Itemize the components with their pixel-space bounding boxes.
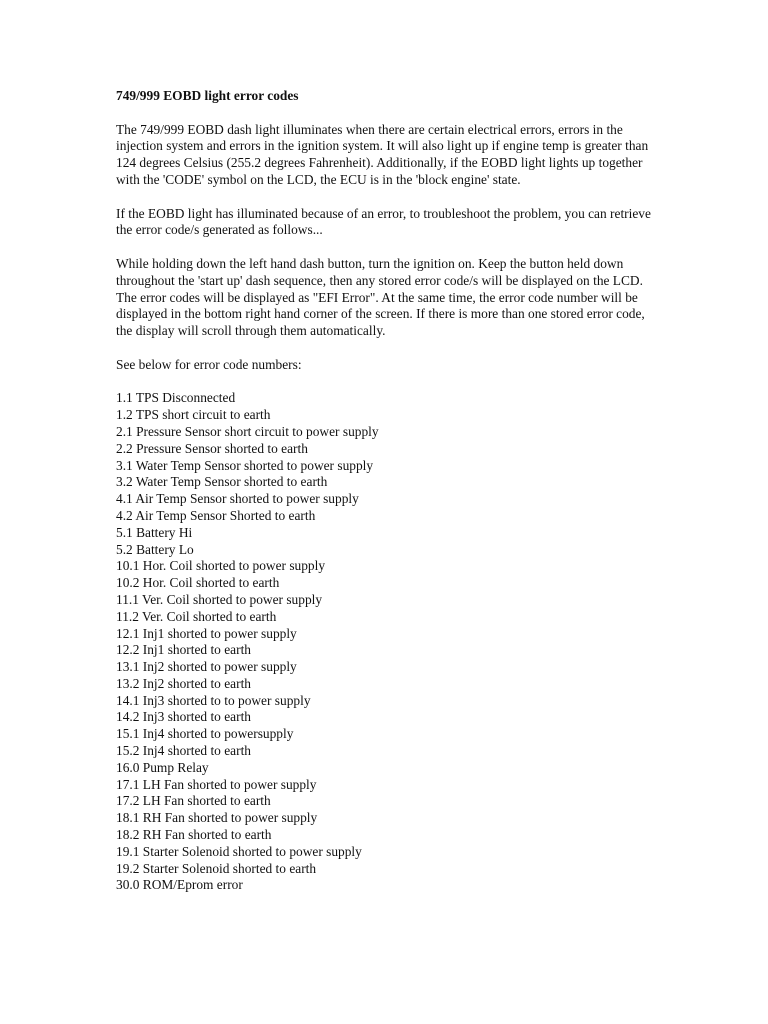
error-code-list xyxy=(116,390,656,894)
error-code-item: 10.2 Hor. Coil shorted to earth xyxy=(116,575,280,591)
error-code-item: 3.2 Water Temp Sensor shorted to earth xyxy=(116,474,328,490)
error-code-item: 19.1 Starter Solenoid shorted to power supply xyxy=(116,843,362,859)
error-code-item: 2.1 Pressure Sensor short circuit to power supply xyxy=(116,423,379,439)
error-code-item: 3.1 Water Temp Sensor shorted to power supply xyxy=(116,457,374,473)
error-code-item: 15.2 Inj4 shorted to earth xyxy=(116,743,251,759)
error-code-item: 4.1 Air Temp Sensor shorted to power supply xyxy=(116,491,359,507)
error-code-item: 11.2 Ver. Coil shorted to earth xyxy=(116,608,277,624)
error-code-item: 4.2 Air Temp Sensor Shorted to earth xyxy=(116,507,316,523)
document-body xyxy=(116,88,656,894)
error-code-item: 1.1 TPS Disconnected xyxy=(116,390,236,406)
error-code-item: 18.1 RH Fan shorted to power supply xyxy=(116,810,318,826)
error-code-item: 15.1 Inj4 shorted to powersupply xyxy=(116,726,294,742)
error-code-item: 30.0 ROM/Eprom error xyxy=(116,877,243,893)
error-code-item: 17.1 LH Fan shorted to power supply xyxy=(116,776,317,792)
error-code-item: 1.2 TPS short circuit to earth xyxy=(116,407,271,423)
error-code-item: 2.2 Pressure Sensor shorted to earth xyxy=(116,440,308,456)
error-code-item: 11.1 Ver. Coil shorted to power supply xyxy=(116,591,323,607)
error-code-item: 16.0 Pump Relay xyxy=(116,759,209,775)
paragraph-retrieval-steps: While holding down the left hand dash button, turn the ignition on. Keep the button held down throughout the 'start up' dash sequence, then any stored error code/s will be displayed on the LCD. The error codes will be displayed as "EFI Error". At the same time, the error code number will be displayed in the bottom right hand corner of the screen. If there is more than one stored error code, the display will scroll through them automatically. xyxy=(116,255,645,339)
error-code-item: 14.1 Inj3 shorted to to power supply xyxy=(116,692,311,708)
error-code-item: 19.2 Starter Solenoid shorted to earth xyxy=(116,860,317,876)
error-code-item: 14.2 Inj3 shorted to earth xyxy=(116,709,251,725)
error-code-item: 12.2 Inj1 shorted to earth xyxy=(116,642,251,658)
error-code-item: 17.2 LH Fan shorted to earth xyxy=(116,793,271,809)
document-title: 749/999 EOBD light error codes xyxy=(116,88,299,103)
error-code-item: 13.1 Inj2 shorted to power supply xyxy=(116,659,297,675)
error-code-item: 12.1 Inj1 shorted to power supply xyxy=(116,625,297,641)
error-code-item: 13.2 Inj2 shorted to earth xyxy=(116,675,251,691)
error-code-item: 18.2 RH Fan shorted to earth xyxy=(116,827,272,843)
paragraph-intro: The 749/999 EOBD dash light illuminates when there are certain electrical errors, errors in the injection system and errors in the ignition system. It will also light up if engine temp is greater than 124 degrees Celsius (255.2 degrees Fahrenheit). Additionally, if the EOBD light lights up together with the 'CODE' symbol on the LCD, the ECU is in the 'block engine' state. xyxy=(116,121,649,187)
paragraph-troubleshoot: If the EOBD light has illuminated because of an error, to troubleshoot the problem, you can retrieve the error code/s generated as follows... xyxy=(116,205,651,238)
error-code-item: 5.1 Battery Hi xyxy=(116,524,193,540)
paragraph-see-below: See below for error code numbers: xyxy=(116,356,302,372)
error-code-item: 10.1 Hor. Coil shorted to power supply xyxy=(116,558,326,574)
error-code-item: 5.2 Battery Lo xyxy=(116,541,194,557)
